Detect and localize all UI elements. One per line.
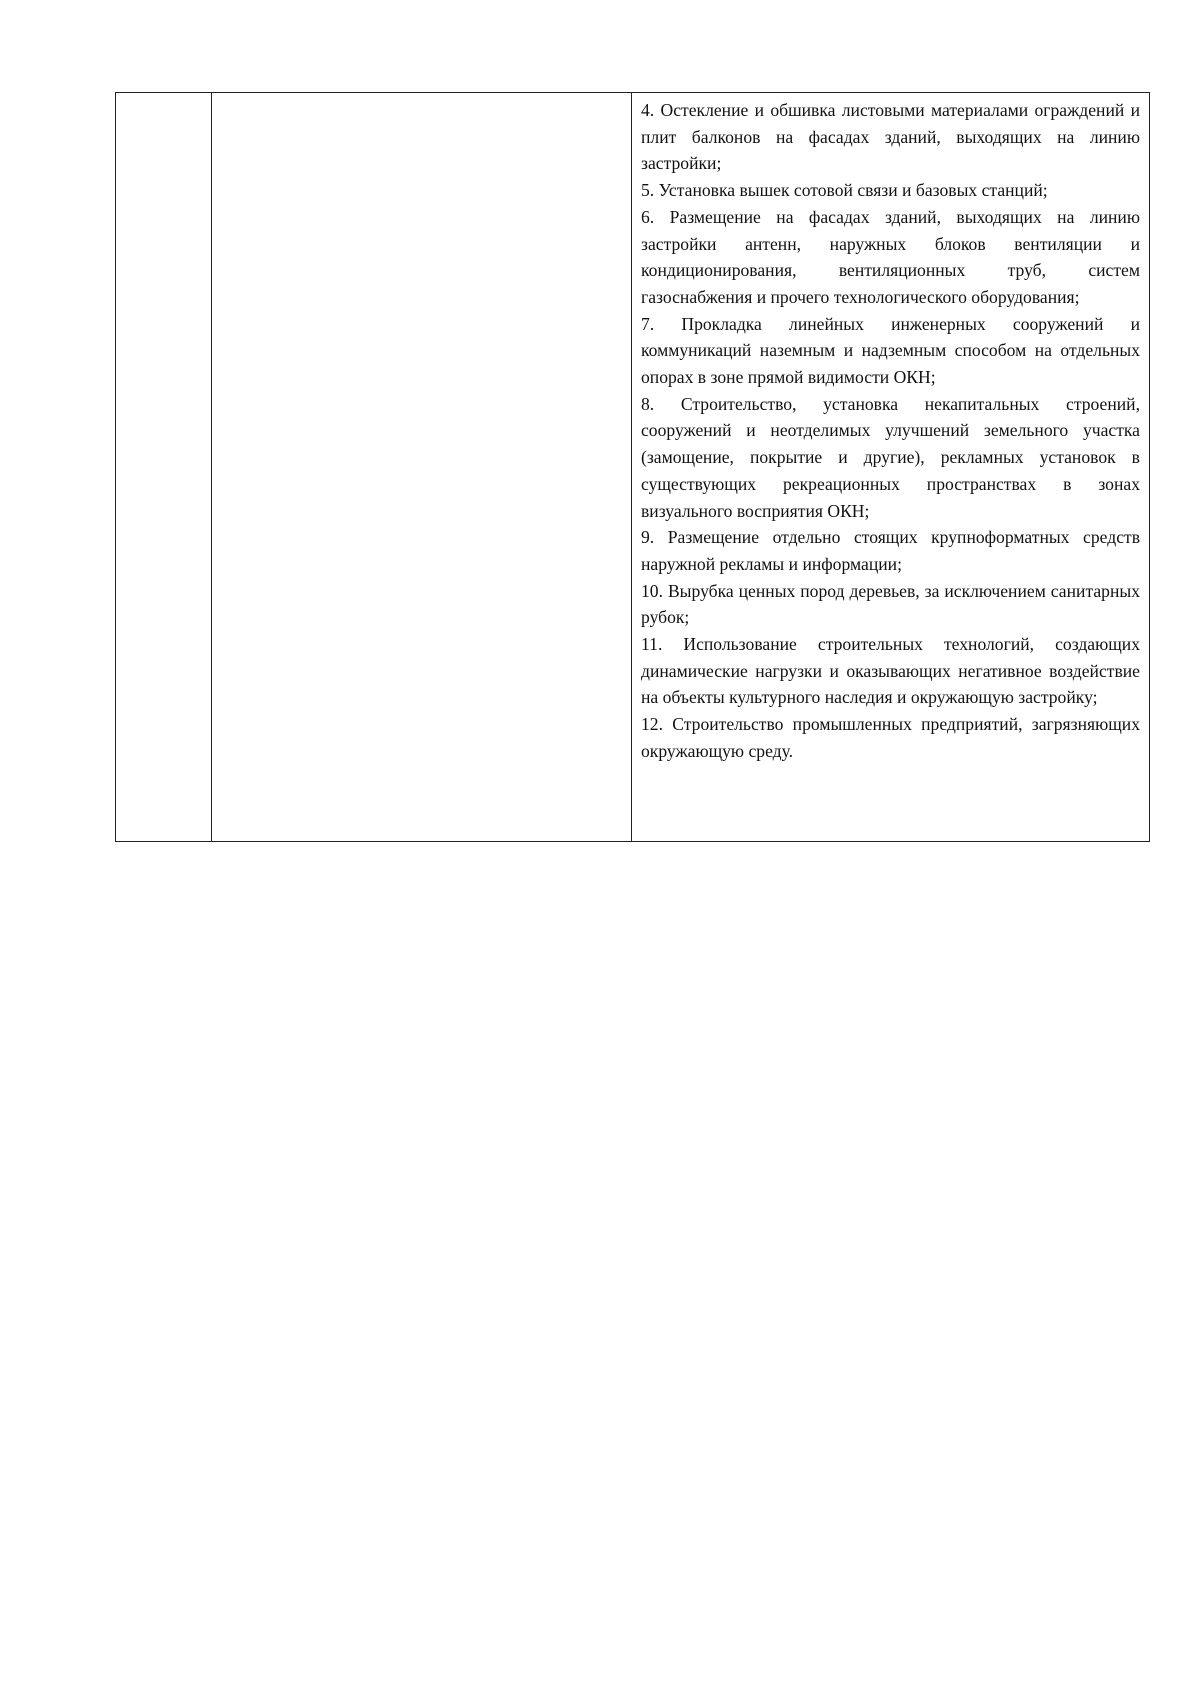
restriction-item-11: 11. Использование строительных технологий, создающих динамические нагрузки и оказывающих негативное воздействие на объекты культурного наследия и окружающую застройку; — [641, 634, 1140, 708]
table-cell-restrictions — [632, 93, 1150, 842]
restriction-item-7: 7. Прокладка линейных инженерных сооружений и коммуникаций наземным и надземным способом на отдельных опорах в зоне прямой видимости ОКН; — [641, 313, 1140, 388]
table-cell-number — [116, 93, 212, 842]
restriction-item-9: 9. Размещение отдельно стоящих крупноформатных средств наружной рекламы и информации; — [641, 527, 1140, 574]
restriction-item-5: 5. Установка вышек сотовой связи и базовых станций; — [641, 180, 1048, 201]
table-row — [116, 93, 1150, 842]
restriction-item-6: 6. Размещение на фасадах зданий, выходящих на линию застройки антенн, наружных блоков вентиляции и кондиционирования, вентиляционных труб, систем газоснабжения и прочего технологического оборудования; — [641, 206, 1140, 307]
restriction-item-4: 4. Остекление и обшивка листовыми материалами ограждений и плит балконов на фасадах зданий, выходящих на линию застройки; — [641, 100, 1140, 174]
restrictions-table — [115, 92, 1150, 842]
restriction-item-8: 8. Строительство, установка некапитальных строений, сооружений и неотделимых улучшений земельного участка (замощение, покрытие и другие), рекламных установок в существующих рекреационных пространствах в зонах визуального восприятия ОКН; — [641, 393, 1140, 521]
restriction-item-12: 12. Строительство промышленных предприятий, загрязняющих окружающую среду. — [641, 714, 1140, 761]
cell-zone-text — [212, 93, 631, 841]
table-cell-zone — [212, 93, 632, 842]
cell-number-text — [116, 93, 211, 841]
restrictions-list — [632, 93, 1149, 785]
restriction-item-10: 10. Вырубка ценных пород деревьев, за исключением санитарных рубок; — [641, 580, 1140, 628]
